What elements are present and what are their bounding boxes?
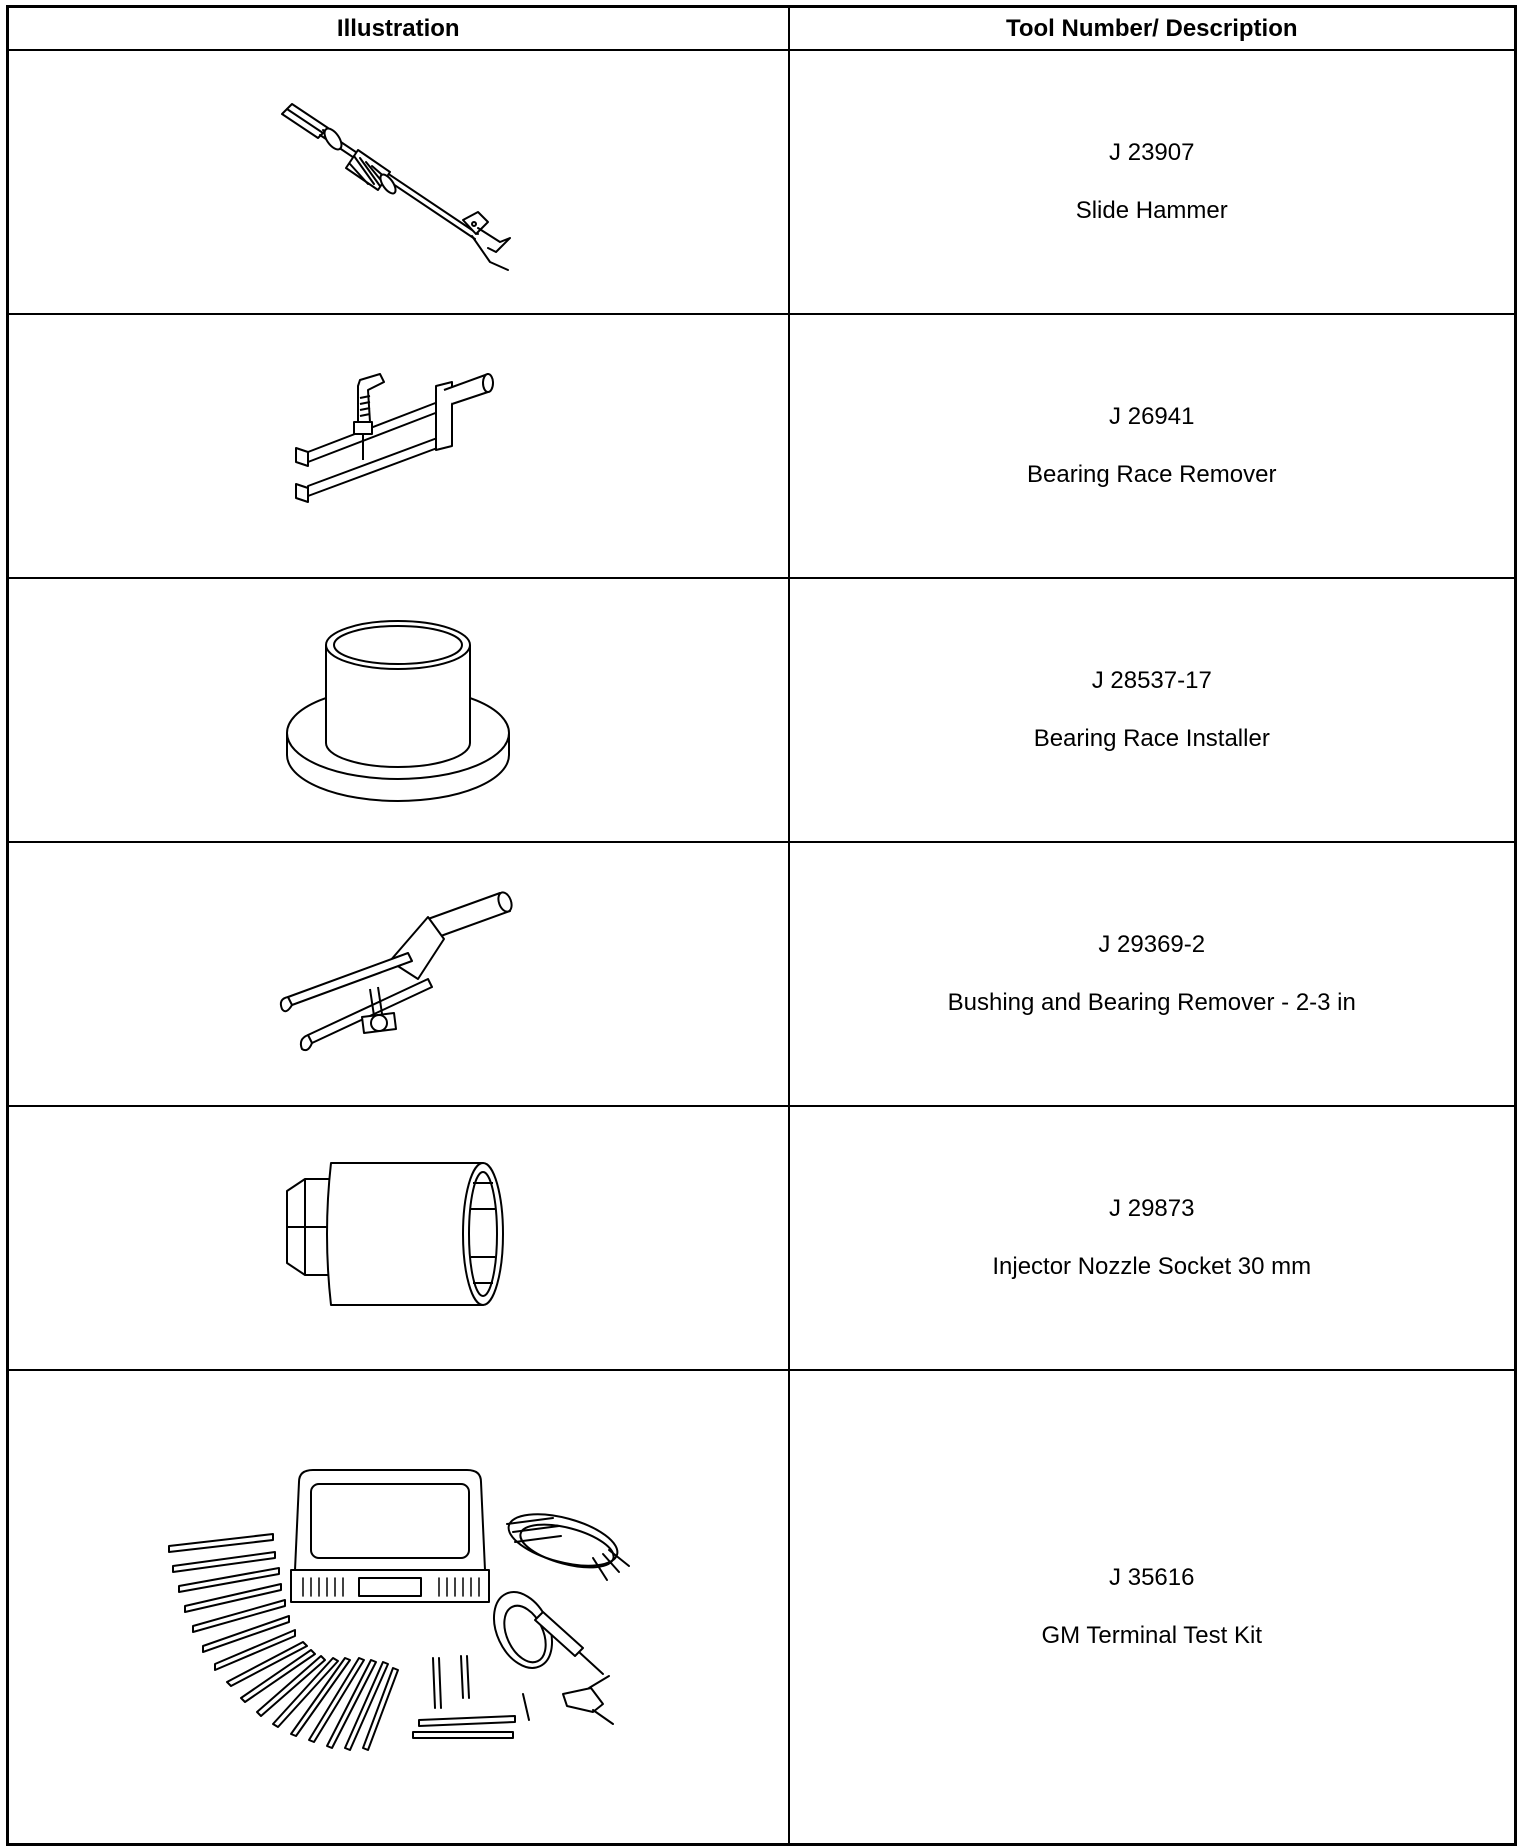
table-row: [8, 50, 1516, 314]
bearing-race-installer-icon: [283, 615, 513, 805]
bearing-race-remover-icon: [288, 356, 508, 536]
header-row: [8, 7, 1516, 51]
tool-name: Bushing and Bearing Remover - 2-3 in: [947, 989, 1356, 1016]
illustration-cell: [8, 578, 789, 842]
slide-hammer-icon: [278, 92, 518, 272]
terminal-test-kit-icon: [163, 1462, 633, 1752]
tool-name: Injector Nozzle Socket 30 mm: [992, 1253, 1312, 1280]
tool-number: J 29873: [1109, 1195, 1195, 1222]
description-cell: [789, 1106, 1516, 1370]
description-cell: [789, 1370, 1516, 1845]
tool-name: Slide Hammer: [1075, 197, 1228, 224]
header-tool-description: Tool Number/ Description: [789, 7, 1516, 51]
description-cell: [789, 578, 1516, 842]
illustration-cell: [8, 842, 789, 1106]
tool-name: Bearing Race Installer: [1033, 725, 1270, 752]
illustration-cell: [8, 1106, 789, 1370]
table-row: [8, 578, 1516, 842]
description-cell: [789, 842, 1516, 1106]
description-cell: [789, 314, 1516, 578]
tool-number: J 29369-2: [1098, 931, 1206, 958]
tool-number: J 35616: [1109, 1564, 1195, 1591]
special-tools-table: [6, 5, 1517, 1846]
tool-number: J 23907: [1109, 139, 1195, 166]
table-row: [8, 1106, 1516, 1370]
header-illustration: Illustration: [8, 7, 789, 51]
tool-number: J 26941: [1109, 403, 1195, 430]
illustration-cell: [8, 314, 789, 578]
table-row: [8, 1370, 1516, 1845]
injector-nozzle-socket-icon: [283, 1153, 513, 1323]
tool-name: Bearing Race Remover: [1027, 461, 1277, 488]
illustration-cell: [8, 50, 789, 314]
table-row: [8, 842, 1516, 1106]
table-row: [8, 314, 1516, 578]
tool-name: GM Terminal Test Kit: [1041, 1622, 1262, 1649]
tool-number: J 28537-17: [1091, 667, 1212, 694]
description-cell: [789, 50, 1516, 314]
illustration-cell: [8, 1370, 789, 1845]
bushing-bearing-remover-icon: [278, 889, 518, 1059]
